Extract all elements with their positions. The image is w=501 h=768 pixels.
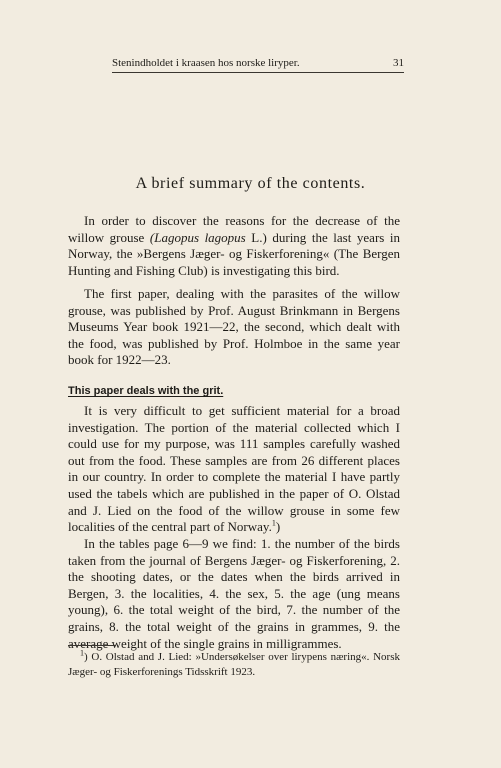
intro-paragraph-1 <box>68 213 400 279</box>
header-rule <box>112 72 404 73</box>
footnote <box>68 650 400 680</box>
intro-p1-b: L.) during the last years in Norway, the »Bergens Jæger- og Fiskerforening« (The Bergen Hunting and Fishing Club) is investigating this bird. <box>68 229 400 278</box>
section-heading: This paper deals with the grit. <box>68 385 224 397</box>
intro-paragraph-2: The first paper, dealing with the parasites of the willow grouse, was published by Prof. August Brinkmann in Bergens Museums Year book 1921—22, the second, which dealt with the food, was published by Prof. Holmboe in the same year book for 1922—23. <box>68 286 400 368</box>
footnote-ref: 1 <box>271 518 276 528</box>
summary-title: A brief summary of the contents. <box>135 175 366 192</box>
footnote-marker: 1 <box>80 648 84 658</box>
section-p1-text: It is very difficult to get sufficient material for a broad investigation. The portion of the material collected which I could use for my purpose, was 111 samples carefully washed out from the food. These samples are from 26 different places in our country. In order to complete the material I have partly used the tabels which are published in the paper of O. Olstad and J. Lied on the food of the willow grouse in some few localities of the central part of Norway. <box>68 403 400 535</box>
footnote-marker-paren: ) <box>84 651 88 663</box>
footnote-rule <box>68 645 116 646</box>
running-head-title: Stenindholdet i kraasen hos norske liryper. <box>112 57 300 69</box>
footnote-ref-paren: ) <box>275 519 281 535</box>
latin-name: (Lagopus lagopus <box>149 229 246 245</box>
section-paragraph-1 <box>68 403 400 536</box>
intro-p1-a: In order to discover the reasons for the decrease of the willow grouse <box>68 213 400 245</box>
footnote-text: O. Olstad and J. Lied: »Undersøkelser over lirypens næring«. Norsk Jæger- og Fiskerforenings Tidsskrift 1923. <box>68 651 400 678</box>
section-paragraph-2: In the tables page 6—9 we find: 1. the number of the birds taken from the journal of Bergens Jæger- og Fiskerforening, 2. the shooting dates, or the dates when the birds arrived in Bergen, 3. the localities, 4. the sex, 5. the age (ung means young), 6. the total weight of the bird, 7. the number of the grains, 8. the total weight of the grains in grammes, 9. the average weight of the single grains in milligrammes. <box>68 536 400 651</box>
page-number: 31 <box>393 57 404 69</box>
